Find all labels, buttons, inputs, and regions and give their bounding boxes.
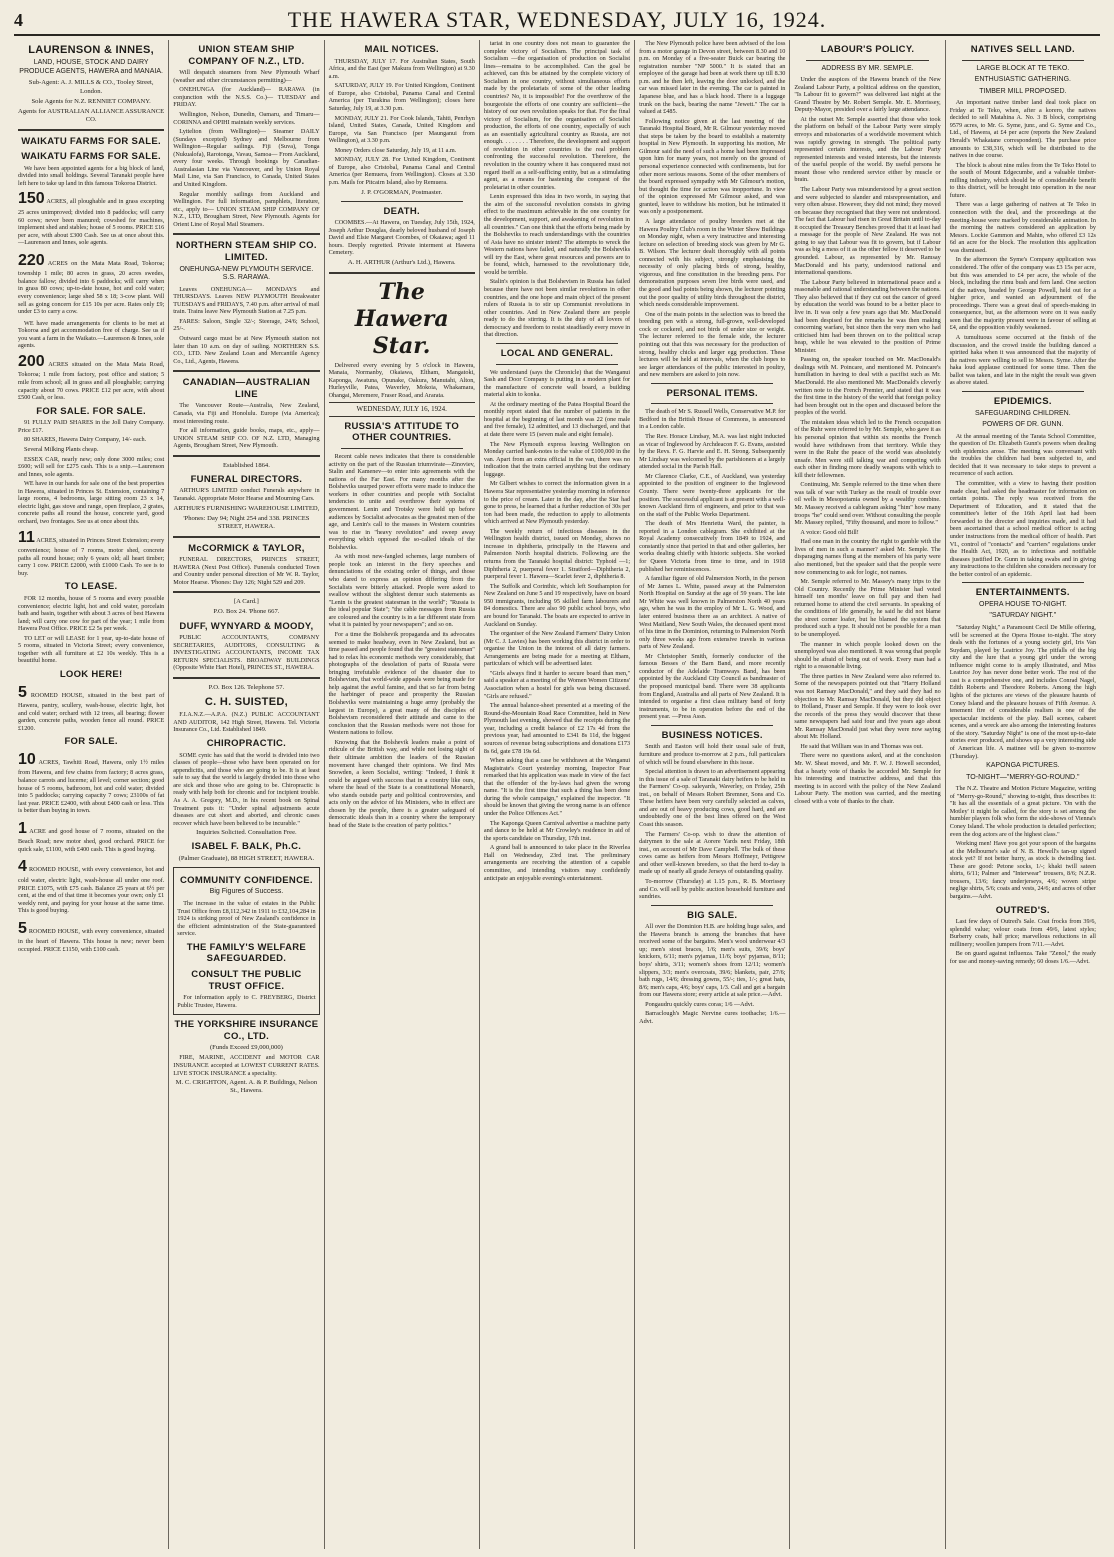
column-5 [635, 40, 790, 1549]
entertainments-1: "Saturday Night," a Paramount Cecil De Mille offering, will be screened at the Opera House to-night. The story deals with the fortunes of a young society girl, Iris Van Suydam, played by Leatrice Joy. The pitfalls of the big city and the lure that a young girl under the wrong influence might come to is amply illustrated, and Miss Leatrice Joy has never done better work. The rest of the cast is a comprehensive one, and includes Conrad Nagel, Edith Roberts and Theodore Roberts. Among the high lights of the pictures are views of the pleasure haunts of Coney Island and the pleasure houses of Fifth Avenue. A tenement fire of considerable realism is one of the spectacular incidents of the play. Ball scenes, cabaret scenes, and a wreck are also among the interesting features of the story. "Saturday Night" is one of the most up-to-date stories ever produced, and shows up a very interesting side of American life. A matinee will be given to-morrow (Thursday). [949, 623, 1096, 760]
c5-1: The New Plymouth police have been advised of the loss from a motor garage in Devon street, between 8.30 and 10 p.m. on Monday of a five-seater Buick car bearing the registration number "NP 5000." It is stated that an employee of the garage had been at work there up till 8.30 p.m. and he then left, leaving the door unlocked, and the car was missed later in the evening. The car is painted in Japanese blue, and has a black hood. There is a luggage trunk on the back, bearing the name "Jewett." The car is valued at £485. [639, 40, 786, 116]
natives-2: The block is about nine miles from the Te Teko Hotel to the south of Mount Edgecumbe, and a valuable timber-milling industry, which should be of considerable benefit to this district, will be brought into operation in the near future. [949, 161, 1096, 199]
listing-11 [18, 528, 164, 578]
labour-12: The three parties in New Zealand were also referred to. Some of the newspapers pointed out that "Harry Holland was not Ramsay MacDonald," and they said they had no objection to Mr. Ramsay MacDonald, but they did object to Holland, Fraser and Semple. If they were to look over the records of the press they would discover that these same newspapers had said four and five years ago about Mr. Ramsay MacDonald just what they were now saying about Mr. Holland. [794, 672, 941, 741]
welfare-head: THE FAMILY'S WELFARE SAFEGUARDED. [186, 941, 307, 965]
personal-3: Mr Clarence Clarke, C.E., of Auckland, was yesterday appointed to the position of engineer to the Inglewood County. There were twenty-three applicants for the position. The successful applicant is at present with a well-known Auckland firm of engineers, and prior to that was on the staff of the Public Works Department. [639, 472, 786, 518]
funeral-head: FUNERAL DIRECTORS. [190, 473, 303, 485]
epidemics-sub1: SAFEGUARDING CHILDREN. [974, 409, 1071, 417]
listing-4room [18, 857, 164, 914]
listing-200 [18, 352, 164, 402]
yorkshire-2: FIRE, MARINE, ACCIDENT and MOTOR CAR INSURANCE accepted at LOWEST CURRENT RATES. LIVE STOCK INSURANCE a speciality. [173, 1054, 320, 1077]
funeral-2: ARTHUR'S FURNISHING WAREHOUSE LIMITED, [173, 504, 320, 512]
personal-1: The death of Mr S. Russell Wells, Conservative M.P. for Bedford in the British House of Commons, is announced in a London cable. [639, 408, 786, 431]
listing-220-num: 220 [18, 251, 45, 269]
business-2: Special attention is drawn to an advertisement appearing in this issue of a sale of Taranaki dairy heifers to be held in the Farmers' Co-op. saleyards, Waverley, on Friday, 25th inst., on behalf of Messrs Robert Bremner, Sons and Co. These heifers have been very carefully selected as calves, and are out of heavy producing cows, good hard, and are undoubtedly one of the best lines offered on the West Coast this season. [639, 768, 786, 829]
listing-5room2-num: 5 [18, 919, 27, 937]
listing-220-text: ACRES on the Mata Mata Road, Tokoroa; township 1 mile; 80 acres in grass, 20 acres swedes, balance fallow; divided into 6 paddocks; will carry when in grass 80 cows; up-to-date house, hot and cold water; every convenience; large shed 58 x 18; 3-cow plant. Will sell as going concern for £15 10s per acre. Rates only £9; under £3 to carry a cow. [18, 259, 165, 316]
mail-3: MONDAY, JULY 21. For Cook Islands, Tahiti, Penrhyn Island, United States, Canada, United Kingdom and Europe, via San Francisco (per Maunganui from Wellington), at 3.30 p.m. [328, 114, 475, 145]
funeral-1: ARTHUR'S LIMITED conduct Funerals anywhere in Taranaki. Appropriate Motor Hearse and Mourning Cars. [173, 487, 320, 502]
local-5: The weekly return of infectious diseases in the Wellington health district, issued on Monday, shows no increase in diphtheria, principally in the Hawera and Palmerston North hospital districts. Following are the returns from the Taranaki hospital district: Typhoid —1; Diphtheria 2, puerperal fever 1. Stratford—Diphtheria 2, puerperal fever 1. Hawera—Scarlet fever 2, diphtheria 8. [483, 527, 631, 581]
column-1 [14, 40, 169, 1549]
bigsale-2: Pongaudru quickly cures coras; 1/6 —Advt. [645, 1000, 755, 1008]
balk-1: (Palmer Graduate), 88 HIGH STREET, HAWERA. [178, 854, 315, 862]
listing-150 [18, 189, 164, 246]
cal-2: For all information, guide books, maps, etc., apply— UNION STEAM SHIP CO. OF N.Z. LTD, Managing Agents, Brougham Street, New Plymouth. [173, 427, 320, 450]
uss-head: UNION STEAM SHIP COMPANY OF N.Z., LTD. [188, 44, 305, 67]
bigsale-1: All over the Dominion H.B. are holding huge sales, and the Hawera branch is among the branches that have received some of the bargains. Men's wool underwear 4/3 up; men's stout braces, 1/6; men's suits, 39/6; boys' knickers, 6/11; men's pyjamas, 11/6; boys' pyjamas, 8/11; boys' shirts, 3/11; women's shoes from 12/11; women's slippers, 3/3; men's overcoats, 39/6; blankets, pair, 27/6; bath rugs, 14/6; dressing gowns, 55/-; ties, 1/-; great hats, 8/6; men's caps, 4/6; boys' caps, 1/3. Call and get a bargain from our Hawera store; every article at sale price.—Advt. [639, 923, 786, 999]
forsale-5: WE have in our hands for sale one of the best properties in Hawera, situated in Princes St. Extension, containing 7 large rooms, 4 bedrooms, large sitting room 23 x 14, electric light, gas stove and range, open fireplace, 2 grates, concrete paths all round the house, concrete yard, good orchard, two frontages. See us at once about this. [18, 480, 165, 526]
entertainments-head: ENTERTAINMENTS. [975, 587, 1070, 599]
personal-6: Mr Christopher Smith, formerly conductor of the famous Besses o' the Barn Band, and more recently conductor of the Adelaide Tramways Band, has been appointed by the Auckland City Council as bandmaster of the proposed municipal band. There were 38 applicants from England, Australia and all parts of New Zealand. It is intended to organise a first class military band of forty instruments, to be in operation before the end of the present year. —Press Assn. [639, 652, 786, 721]
labour-8: A voice: Good old Bill! [800, 528, 859, 536]
divider [173, 677, 319, 679]
entertainments-sub2: "SATURDAY NIGHT." [989, 612, 1057, 620]
tolease-2: TO LET or will LEASE for 1 year, up-to-date house of 5 rooms, situated in Victoria Street; every convenience, together with all furniture at £2 10s weekly. This is a beautiful home. [18, 634, 165, 665]
natives-sub3: TIMBER MILL PROPOSED. [979, 87, 1067, 95]
column-6 [790, 40, 945, 1549]
consult-head: CONSULT THE PUBLIC TRUST OFFICE. [191, 968, 302, 992]
column-2 [169, 40, 324, 1549]
mail-5: MONDAY, JULY 28. For United Kingdom, Continent of Europe, also Cristobal, Panama Canal and Central America (per Remuera, from Wellington). Closes at 3.30 p.m. Mails for Pitcairn Island, also by Remuera. [328, 156, 475, 187]
divider [496, 364, 618, 365]
natives-4: In the afternoon the Syme's Company application was considered. The offer of the company was £3 15s per acre, but this was amended to £4 per acre, the whole of the block, including the rimu bush and fern land. One section of the natives, headed by George Powell, held out for a higher price, and wanted an adjournment of the proceedings. There was a great deal of speech-making in consequence, but, as the afternoon wore on it was easily seen that the majority present were in favour of selling at £4, and the opposition visibly weakened. [949, 256, 1096, 332]
sole-agents: Sole Agents for N.Z. RENNIET COMPANY. [31, 97, 151, 105]
local-2: At the ordinary meeting of the Patea Hospital Board the monthly report stated that the number of patients in the hospital at the beginning of last month was 22 (one male and five female), 12 admitted, and 13 discharged, and that at date there were 15 (seven male and eight female). [483, 400, 631, 439]
c5-3: A large attendance of poultry breeders met at the Hawera Poultry Club's room in the Winter Show Buildings on Monday night, when a very instructive and interesting lecture on selection of breeding stock was given by Mr G. B. Wilson. The lecturer dealt thoroughly with all points connected with his subject, strongly emphasising the necessity of only placing birds of strong, healthy, vigorous, and fine constitution in the breeding pens. For demonstration purposes seven live birds were used, and the good and bad points being shown, the lecturer pointing out the poor quality of utility birds throughout the district, which needs considerable improvement. [639, 217, 786, 309]
firm-name: LAURENSON & INNES, [28, 44, 155, 56]
divider [341, 448, 463, 449]
uss-2: Wellington, Nelson, Dunedin, Oamaru, and Timaru— CORINNA and OPIHI maintain weekly services. [173, 110, 320, 126]
local-11: The Kaponga Queen Carnival advertise a machine party and dance to be held at Mr Crowley's residence in aid of the sports candidate on Thursday, 17th inst. [483, 819, 631, 842]
local-9: The annual balance-sheet presented at a meeting of the Round-the-Mountain Road Race Committee, held in New Plymouth last evening, showed that the receipts during the year, including a credit balance of £2 17s 4d from the previous year, had amounted to £341 8s 11d, the biggest sources of revenue being subscriptions and donations £173 8s 6d, gate £78 19s 6d. [483, 702, 631, 755]
c4-3: Stalin's opinion is that Bolshevism in Russia has failed because there have not been similar revolutions in other countries, and the one hope and main object of the present rulers of Russia is to stir up Communist revolutions in other countries. And in New Zealand there are people ready to do the stirring. It is the duty of all lovers of democracy and freedom to resist steadfastly every move in that direction. [483, 278, 631, 339]
labour-10: Mr. Semple referred to Mr. Massey's many trips to the Old Country. Recently the Prime Minister had voted himself ten months' leave on full pay and then had returned home to attend the civil servants. In speaking of the conditions of life generally, he said he did not blame the street corner loafer, but he blamed the system that produced such a type. It should not be possible for a man to be unemployed. [794, 578, 941, 639]
c4-2: Lenin expressed this idea in two words, in saying that the aim of the successful revolution consists in giving effect to the maximum achievable in the one country for the development, support, and awakening of revolution in all countries." Can one think that the efforts being made by the Bolsheviks to reach understandings with the countries of Asia have no sinister intent? The attempts to wreck the Western nations have failed, and naturally the Bolsheviks will try the East, where great resources and powers are to be found, which, harnessed to the revolutionary tide, would be terrible. [483, 193, 631, 276]
divider [806, 60, 928, 61]
russia-4: Knowing that the Bolshevik leaders make a point of ridicule of the British way, and while not losing sight of their ultimate ambition the leaders of the Russian movement have changed their opinions. We find Mrs Snowden, a keen Socialist, writing: "Indeed, I think it could be argued with success that in a country like ours, where the head of the State is a constitutional Monarch, who stands outside party and political controversies, and acts only on the advice of his Ministers, who in effect are chosen by the people, there is a greater safeguard of democratic ideals than in a country where the temporary head of the State is the creation of party politics." [328, 738, 475, 830]
chiro-1: SOME cynic has said that the world is divided into two classes of people—those who have been operated on for appendicitis, and those who are going to be. It is at least safe to say that the world is largely divided into those who are sick and those who are going to be. Chiropractic is ready with help both for chronic and for incipient trouble. As A. A. Gregory, M.D., in his recent book on Spinal Treatment puts it: "Under spinal adjustments acute diseases are cut short and aborted, and chronic cases recover which have been believed to be incurable." [173, 751, 320, 827]
labour-9: Had one man in the country the right to gamble with the lives of men in such a manner? asked Mr. Semple. The disparaging names flung at the members of his party were also mentioned, but the speaker said that the people were now commencing to ask for logic, not names. [794, 538, 941, 576]
forsale2-head: FOR SALE. [64, 736, 118, 748]
epidemics-head: EPIDEMICS. [993, 395, 1052, 407]
kaponga-head: KAPONGA PICTURES. [986, 762, 1060, 770]
hawera-star-logo: The Hawera Star. [354, 279, 449, 359]
nss-1: Leaves ONEHUNGA— MONDAYS and THURSDAYS. Leaves NEW PLYMOUTH Breakwater TUESDAYS and FRIDAYS, 7.40 p.m. after arrival of mail train. Trains leave New Plymouth Station at 7.25 p.m. [173, 285, 320, 316]
waikatu-head-2: WAIKATU FARMS FOR SALE. [21, 151, 161, 163]
epidemics-1: At the annual meeting of the Tarata School Committee, the question of Dr. Elizabeth Gunn's powers when dealing with epidemics arose. The meeting was conversant with the troubles the children had been subjected to, and decided that it was necessary to take steps to prevent a recurrence of such action. [949, 432, 1096, 478]
nss-head: NORTHERN STEAM SHIP CO. LIMITED. [176, 240, 317, 263]
mail-head: MAIL NOTICES. [364, 44, 439, 55]
duff-head: DUFF, WYNYARD & MOODY, [179, 620, 314, 632]
natives-5: A tumultuous scene occurred at the finish of the discussion, and the crowd inside the building danced a spirited haka when it was announced that the majority of the natives were willing to sell to Messrs. Syme. After the haka loud applause continued for some time. Then the ballot was taken, and late in the night the result was given as above stated. [949, 334, 1096, 387]
tokoroa-text: WE have made arrangements for clients to be met at Tokoroa and get accommodation free of charge. See us if you want a farm in the Waikato.—Laurenson & Innes, sole agents. [18, 319, 165, 350]
local-4: Mr Gilbert wishes to correct the information given in a Hawera Star representative yesterday morning in reference to the price of cream. Later in the day, after the Star had gone to press, he learned that a further reduction of 30s per ton had been made, the reduction to apply to allotments which arrived at New Plymouth yesterday. [483, 480, 631, 526]
nss-2: FARES: Saloon, Single 32/-; Steerage, 24/6; School, 25/-. [173, 317, 320, 333]
labour-2: At the outset Mr. Semple asserted that those who took the platform on behalf of the Labour Party were simply envoys and missionaries of a worldwide movement which was rapidly growing in strength. The political party represented certain interests, and the Labour Party represented interests and vested interests, but the interests of the useful people of the world. By useful persons he meant those who rendered service either by muscle or brain. [794, 115, 941, 184]
natives-sub1: LARGE BLOCK AT TE TEKO. [976, 64, 1070, 72]
yorkshire-3: M. C. CRIGHTON, Agent. A. & P. Buildings, Nelson St., Hawera. [175, 1079, 318, 1095]
uss-sub: Will despatch steamers from New Plymouth Wharf (weather and other circumstances permitting)— [173, 69, 320, 84]
russia-head: RUSSIA'S ATTITUDE TO OTHER COUNTRIES. [344, 420, 460, 444]
suisted-head: C. H. SUISTED, [204, 695, 288, 708]
local-10: When asking that a case be withdrawn at the Wanganui Magistrate's Court yesterday morning, Inspector Fear remarked that his application was made in view of the fact that the offender of the by-laws had given the wrong name. "It is the first time that such a thing has been done during the whole campaign," explained the inspector. "It should be known that giving the wrong name is an offence under the Police Offences Act." [483, 757, 631, 818]
divider [341, 201, 463, 202]
divider [962, 60, 1084, 61]
divider [962, 391, 1084, 392]
business-head: BUSINESS NOTICES. [661, 729, 763, 741]
labour-sub: ADDRESS BY MR. SEMPLE. [821, 64, 914, 72]
bigsale-head: BIG SALE. [687, 909, 738, 921]
local-3: The New Plymouth express leaving Wellington on Monday carried bank-notes to the value of £100,000 in the van. Apart from an extra official in the van, there was no indication that the train carried anything but the ordinary luggage. [483, 440, 631, 478]
mail-signature: J. P. O'GORMAN, Postmaster. [361, 188, 443, 196]
listing-10-num: 10 [18, 750, 36, 768]
natives-1: An important native timber land deal took place on Friday at Te Teko, when, after a korero, the natives decided to sell Matahina A. No. 3 B block, comprising 9579 acres, to Mr. G. Syme, junr., and G. Syme and Co., Ltd., of Hawera, at £4 per acre (reports the New Zealand Herald's Whakatane correspondent). The purchase price amounts to £38,316, which will be distributed to the natives in due course. [949, 99, 1096, 160]
nss-sub: ONEHUNGA-NEW PLYMOUTH SERVICE. S.S. RARAWA. [179, 265, 314, 282]
bigsale-3: Barraclough's Magic Nervine cures toothache; 1/6.—Advt. [639, 1010, 786, 1025]
local-7: The organiser of the New Zealand Farmers' Dairy Union (Mr C. J. Lavies) has been working this district in order to organise the Union in the interest of all dairy farmers. Arrangements are being made for a meeting at Eltham, particulars of which will be advertised later. [483, 630, 631, 668]
page-number: 4 [14, 9, 23, 30]
listing-11-num: 11 [18, 528, 35, 546]
divider [651, 383, 773, 384]
labour-14: There were no questions asked, and at the conclusion Mr. W. Sheat moved, and Mr. F. W. J. Howell seconded, that a hearty vote of thanks be accorded Mr. Semple for his interesting and instructive address, and that this meeting is in accord with the policy of the New Zealand Labour Party. The motion was carried, and the meeting closed with a vote of thanks to the chair. [794, 752, 941, 805]
listing-5room2-text: ROOMED HOUSE, with every convenience, situated in the heart of Hawera. This house is new; never been occupied. PRICE £1150, with £100 cash. [18, 927, 165, 953]
confidence-sub: Big Figures of Success. [209, 888, 284, 896]
duff-box: P.O. Box 24. 'Phone 667. [213, 608, 280, 616]
yorkshire-head: THE YORKSHIRE INSURANCE CO., LTD. [174, 1019, 319, 1042]
consult-1: For information apply to C. FREYBERG, District Public Trustee, Hawera. [177, 994, 316, 1009]
lookhere-head: LOOK HERE! [59, 669, 123, 680]
listing-5room-text: ROOMED HOUSE, situated in the best part of Hawera, pantry, scullery, wash-house, electric light, hot and cold water; orchard with 12 trees, all bearing; flower garden, concrete paths, wooden fence all round. PRICE £1200. [18, 691, 165, 732]
c4-1: tariat in one country does not mean to guarantee the complete victory of Socialism. The principal task of Socialism —the organisation of production on Socialist lines—remains to be accomplished. Can the goal be achieved, can this be attained by the complete victory of Socialism in one country, without simultaneous efforts made by the proletariats of some of the other leading countries? No, it is impossible! For the overthrow of the bourgeoisie the efforts of one country are sufficient—the history of our own revolution speaks for that. For the final victory of Socialism, for the organisation of Socialist production, the efforts of one country, especially of such as an essentially agricultural country as Russia, are not enough. . . . . . . . Therefore, the development and support of revolution in other countries is the real problem confronting the successful revolution. Therefore, the revolution in the country where it has conquered must not regard itself as a self-sufficing entity, but as a stimulating agent, as a means for hastening the conquest of the proletariat in other countries. [483, 40, 631, 191]
outred-2: Be on guard against influenza. Take "Zenol," the ready for use and money-saving remedy; 60 doses 1/6.—Advt. [949, 950, 1096, 965]
column-4 [480, 40, 635, 1549]
duff-1: PUBLIC ACCOUNTANTS, COMPANY SECRETARIES, AUDITORS, CONSULTING & INVESTIGATING ACCOUNTANTS, INCOME TAX RETURN SPECIALISTS. BROADWAY BUILDINGS (Opposite White Hart Hotel), PRINCES ST., HAWERA. [173, 634, 320, 672]
suisted-1: F.I.A.N.Z.—A.P.A. (N.Z.) PUBLIC ACCOUNTANT AND AUDITOR, 142 High Street, Hawera. Tel. Victoria Insurance Co., Ltd. Established 1849. [173, 711, 320, 734]
funeral-3: 'Phones: Day 94; Night 254 and 338. PRINCES STREET, HAWERA. [183, 514, 310, 530]
epidemics-2: The committee, with a view to having their position made clear, had asked the headmaster for information on certain points. The reply was received from the Department of Education, and it stated that the committee's letter of the 16th April last had been forwarded to the director and inquiries made, and it had been ascertained that a school medical officer is acting under instructions from the medical officer of health. Part VI., control of "contacts" and "carriers" regulations under the Health Act, 1920, as to infectious and notifiable diseases justified Dr. Gunn in taking swabs and in giving any instructions to the children she considers necessary for the better control of an epidemic. [949, 480, 1096, 578]
business-3: The Farmers' Co-op. wish to draw the attention of dairymen to the sale at Aorere Yards next Friday, 18th inst., on account of Mr Dave Campbell. The bulk of these cows came as heifers from Messrs Hoffmeyr, Pettigrew and other well-known breeders, so that the herd to-day is made up of nearly all grade Jerseys of outstanding quality. [639, 830, 786, 876]
work-1: Working men! Have you got your spoon of the bargains at the Melbourne's sale of N. B. Hewell's tan-up signed stock yet? If not better hurry, as stock is dwindling fast. These are good: Petone socks, 1/-; khaki twill sateen shirts, 6/11; Palmer and "Interwear" trousers, 8/6; N.Z.R. trousers, 13/6; fancy underjerseys, 4/6; woven stripe neglige shirts, 5/6; coats and vests, 24/6; and acres of other bargains.—Advt. [949, 840, 1096, 901]
mccormick-head: McCORMICK & TAYLOR, [188, 542, 305, 554]
outred-head: OUTRED'S. [995, 904, 1050, 916]
established: Established 1864. [222, 461, 270, 469]
russia-3: For a time the Bolshevik propaganda and its advocates seemed to make headway, even in New Zealand, but as time passed and people found that the "greatest statesman" had to relax his economic methods very considerably, that photographs of the desolation of parts of Russia were bringing irrefutable evidence of the disaster due to Bolshevism, that world-wide appeals were being made for help against the awful famine, and that so far from being the harbinger of peace and prosperity the Russian Bolsheviks were maintaining a huge army (probably the largest in Europe), a great many of the disciples of Bolshevism reconsidered their attitude and came to the conclusion that the Russian methods were not those for Western nations to follow. [328, 630, 475, 737]
listing-200-text: ACRES situated on the Mata Mata Road, Tokoroa; 1 mile from factory, post office and station; 5 mile from school; all in grass and all ploughable; carrying capacity about 70 cows. PRICE £12 per acre, with about £500 Cash, or less. [18, 360, 165, 402]
personal-5: A familiar figure of old Palmerston North, in the person of Mr James L. White, passed away at the Palmerston North Hospital on Sunday at the age of 59 years. The late Mr White was well known in Palmerston North 40 years ago, when he was in the employ of Mr L. G. Wood, and later entered business there as an architect. A native of West Maitland, New South Wales, the deceased spent most of his time in the Dominion, returning to Palmerston North only three weeks ago from extensive travels in various parts of New Zealand. [639, 575, 786, 651]
personal-4: The death of Mrs Henrietta Ward, the painter, is reported in a London cablegram. She exhibited at the Royal Academy consecutively from 1849 to 1924, and constantly since that period in that and other galleries, her works dealing chiefly with historic subjects. She worked for Queen Victoria from time to time, and in 1918 published her reminiscences. [639, 520, 786, 573]
listing-150-text: ACRES, all ploughable and in grass excepting 25 acres unimproved; divided into 8 paddocks; will carry 60 cows; never been manured; cowshed for machines, implement shed and stables; house of 5 rooms. PRICE £16 per acre, with about £300 Cash. See us at once about this.—Laurenson and Innes, sole agents. [18, 198, 165, 247]
uss-4: Regular monthly sailings from Auckland and Wellington. For full information, pamphlets, literature, etc., apply to— UNION STEAM SHIP COMPANY OF N.Z., LTD, Brougham Street, New Plymouth. Agents for Orient Line of Royal Mail Steamers. [173, 190, 320, 228]
labour-4: The Labour Party believed in international peace and a reasonable and rational understanding between the nations. They also believed that if they cut out the cancer of greed by education the world was bound to be a better place to live in. It was only a few years ago that Mr. MacDonald had been despised for the remarks he was then making concerning warfare, but since then the very men who had criticised him had been thrown on to the political scrap heap, while he was elevated to the position of Prime Minister. [794, 278, 941, 354]
divider [173, 536, 319, 538]
labour-7: Continuing, Mr. Semple referred to the time when there was talk of war with Turkey as the result of trouble over oil wells in Mesopotamia owned by a wealthy combine. Mr. Massey received a cablegram asking "him" how many troops "he" could send over. Without consulting the people Mr. Massey replied, "Fifty thousand, and more to follow." [794, 481, 941, 527]
public-trust-ad [173, 867, 319, 1015]
listing-5room-num: 5 [18, 683, 27, 701]
outred-1: Last few days of Outred's Sale. Coat frocks from 39/6, splendid value; velour coats from 49/6, latest styles; Burberry coats, half price; marvellous reductions in all millinery; woollen jumpers from 7/11.—Advt. [949, 918, 1096, 948]
balk-head: ISABEL F. BALK, Ph.C. [191, 841, 302, 853]
russia-1: Recent cable news indicates that there is considerable activity on the part of the Russian triumvirate—Zinoviev, Stalin and Kamenev—to enter into agreements with the nations of the Far East. For many months after the Bolsheviks usurped power efforts were made to induce the workers in other countries and people with Socialist tendencies to unite and overthrow their systems of government. Lenin and Trotsky were held up before audiences by Socialist advocates as the greatest men of the age, and Lenin's call to the masses in Western countries was to rise in "heavy revolution" and sweep away everything which opposed the so-called ideals of the Bolsheviks. [328, 453, 475, 551]
sub-agent: Sub-Agent: A. J. MILLS & CO., Tooley Street, London. [28, 79, 154, 95]
column-7 [946, 40, 1100, 1549]
listing-10 [18, 750, 164, 815]
cal-head: CANADIAN—AUSTRALIAN LINE [182, 377, 311, 400]
natives-sub2: ENTHUSIASTIC GATHERING. [974, 76, 1071, 84]
local-8: "Girls always find it harder to secure board than men," said a speaker at a meeting of the Women Women Citizens' Association when a hostel for girls was being discussed. "Girls are refused." [483, 669, 631, 700]
divider [651, 905, 773, 906]
tolease-1: FOR 12 months, house of 5 rooms and every possible convenience; electric light, hot and cold water, porcelain bath and basin, together with about 3 acres of best Hawera land; will carry one cow for part of the year; 1 mile from Hawera Post Office. PRICE £2 5s per week. [18, 594, 165, 633]
logo-sub: Delivered every evening by 5 o'clock in Hawera, Manaia, Normanby, Okaiawa, Eltham, Mangatoki, Kaponga, Awatuna, Opunake, Oakura, Manutahi, Alton, Hurleyville, Patea, Waverley, Mokoia, Whakamara, Ohangai, Meremere, Fraser Road, and Ararata. [328, 361, 475, 399]
mail-1: THURSDAY, JULY 17. For Australian States, South Africa, and the East (per Makura from Wellington) at 9.30 a.m. [328, 57, 475, 80]
uss-1: ONEHUNGA (for Auckland)— RARAWA (in conjunction with the N.S.S. Co.)— TUESDAY and FRIDAY. [173, 86, 320, 109]
divider [18, 129, 164, 131]
mccormick-1: FUNERAL DIRECTORS, PRINCES STREET, HAWERA (Next Post Office). Funerals conducted Town and Country under personal direction of Mr W. R. Taylor, Motor Hearse. 'Phones: Day 126; Night 529 and 209. [173, 556, 320, 586]
divider [173, 370, 319, 372]
newspaper-title: THE HAWERA STAR, WEDNESDAY, JULY 16, 1924. [287, 7, 827, 32]
labour-11: The manner in which people looked down on the unemployed was also mentioned. It was wrong that people should be afraid of being out of work. Every man had a right to a reasonable living. [794, 640, 941, 671]
mail-2: SATURDAY, JULY 19. For United Kingdom, Continent of Europe, also Cristobal, Panama Canal and Central America (per Turakina from Wellington); closes here Saturday, July 19, at 3.30 p.m. [328, 82, 475, 112]
waikatu-text: We have been appointed agents for a big block of land, divided into small holdings. Several Taranaki people have left here to take up land in this famous Tokoroa District. [18, 164, 165, 187]
c5-4: One of the main points in the selection was to breed the breeding pen with a strong, full-grown, well-developed cock or cockerel, and not birds of under size or weight. The lecturer referred to the female side, the lecturer pointing out that this was necessary for the production of strong, healthy chicks and larger egg production. These lectures will be held at intervals, when the club hopes to see larger attendances of the public interested in poultry, and new members are asked to join now. [639, 310, 786, 379]
local-6: The Suffolk and Corinthic, which left Southampton for New Zealand on June 5 and 19 respectively, have on board 950 immigrants, including 95 skilled farm labourers and 84 domestics. There are also 90 public school boys, who are bound for Taranaki. The boats are expected to arrive in Auckland on Sunday. [483, 582, 631, 628]
listing-1acre [18, 819, 164, 854]
divider [173, 591, 319, 593]
business-1: Smith and Easton will hold their usual sale of fruit, furniture and produce to-morrow at 2 p.m., full particulars of which will be found elsewhere in this issue. [639, 743, 786, 766]
labour-head: LABOUR'S POLICY. [820, 44, 915, 55]
death-signature: A. H. ARTHUR (Arthur's Ltd.), Hawera. [347, 259, 456, 266]
listing-150-num: 150 [18, 190, 45, 208]
death-head: DEATH. [383, 205, 420, 217]
labour-6: The mistaken ideas which led to the French occupation of the Ruhr were referred to by Mr. Semple, who gave it as his personal opinion that within six months the French would have withdrawn from that territory. While they were in the Ruhr the peace of the world was absolutely unsafe. Men were still talking war and competing with each other in finding more deadly weapons with which to kill their fellowmen. [794, 418, 941, 479]
natives-head: NATIVES SELL LAND. [970, 44, 1075, 55]
listing-4room-num: 4 [18, 858, 27, 876]
forsale-head: FOR SALE. FOR SALE. [36, 405, 146, 417]
entertainments-sub1: OPERA HOUSE TO-NIGHT. [979, 600, 1067, 608]
death-1: COOMBES.—At Hawera, on Tuesday, July 15th, 1924, Joseph Arthur Douglas, dearly beloved husband of Joseph David and Elsie Margaret Coombes, of Okaiawa; aged 11 hours. Deeply regretted. Private interment at Hawera Cemetery. [328, 219, 475, 257]
labour-3: The Labour Party was misunderstood by a great section and were subjected to slander and misrepresentation, and very often abuse. However, they did not mind; they moved on because they recognised that they were not understood. The fact that Labour had risen in Great Britain until to-day it occupied the Treasury Benches proved that it at least had a message for the people of New Zealand. He was not going to say that Labour was fit to govern, but if Labour was as big a mess of it as the other fellow it deserved to be grounded. Labour, as represented by Mr. Ramsay MacDonald and his party, understood national and international questions. [794, 185, 941, 277]
forsale-1: 91 FULLY PAID SHARES in the Joll Dairy Company. Price £17. [18, 419, 165, 434]
labour-1: Under the auspices of the Hawera branch of the New Zealand Labour Party, a political address on the question, "Is Labour fit to govern?" was delivered last night at the Grand Theatre by Mr. Robert Semple. Mr. E. Morrissey, Deputy-Mayor, presided over a fairly large attendance. [794, 76, 941, 114]
divider [496, 343, 618, 344]
divider [173, 455, 319, 457]
divider [329, 272, 475, 274]
local-1: We understand (says the Chronicle) that the Wanganui Sash and Door Company is putting in a modern plant for the manufacture of concrete wall board, a building material akin to konka. [483, 368, 631, 399]
listing-5room2 [18, 919, 164, 954]
labour-13: He said that William was in and Thomas was out. [800, 742, 923, 750]
personal-2: The Rev. Horace Lindsay, M.A. was last night inducted as vicar of Inglewood by Archdeacon F. G. Evans, assisted by the Revs. F. G. Harvie and E. H. Strong. Subsequently Mr Lindsay was welcomed by the parishioners at a largely attended social in the Parish Hall. [639, 433, 786, 471]
c5-2: Following notice given at the last meeting of the Taranaki Hospital Board, Mr R. Gilmour yesterday moved that steps be taken by the board to establish a maternity hospital in New Plymouth. In supporting his motion, Mr Gilmour said the need of such a home had been impressed upon him for many years, not merely on the ground of personal experience connected with confinements, but for other more serious reasons. Some of the other members of the board expressed sympathy with Mr Gilmour's motion, but thought the time for action was inopportune. In view of the opinion expressed Mr Gilmour asked, and was granted, leave to withdraw his motion, but he intimated it was only a postponement. [639, 117, 786, 216]
natives-3: There was a large gathering of natives at Te Teko in connection with the deal, and the proceedings at the meeting-house were marked by considerable animation. In the morning the natives considered an application by Messrs. Lockie Gammon and Mahin, who offered £3 12s 6d an acre for the block. The resolution this application was dismissed. [949, 201, 1096, 254]
listing-200-num: 200 [18, 352, 45, 370]
column-3 [325, 40, 480, 1549]
waikatu-head-1: WAIKATU FARMS FOR SALE. [21, 135, 161, 147]
yorkshire-1: (Funds Exceed £9,000,000) [209, 1044, 283, 1052]
listing-1acre-text: ACRE and good house of 7 rooms, situated on the Beach Road; new motor shed, good orchard. PRICE for quick sale, £1100, with £400 cash. This is good buying. [18, 827, 165, 853]
divider [173, 233, 319, 235]
listing-10-text: ACRES, Tawhiti Road, Hawera, only 1½ miles from Hawera, and few chains from factory; 8 acres grass, balance carrots and lucerne; all level; corner section; good house of 5 rooms, bathroom, hot and cold water; divided into 5 paddocks; carrying capacity 7 cows; 23100s of fat last year. PRICE £2400, with about £400 cash or less. This is better than buying in town. [18, 758, 165, 815]
card-label: [A Card.] [233, 598, 259, 606]
personal-head: PERSONAL ITEMS. [666, 387, 758, 399]
listing-11-text: ACRES, situated in Princes Street Extension; every convenience; house of 7 rooms, motor shed, concrete paths all round house; only 6 years old; all heart timber; carry 1 cow. PRICE £2000, with £1000 Cash. To see is to buy. [18, 536, 165, 577]
kaponga-1: The N.Z. Theatre and Motion Picture Magazine, writing of "Merry-go-Round," showing to-night, thus describes it: "It has all the essentials of a great picture. 'On with the Motley' it might be called, for the story is set among the humbler players folk who form the side-shows of Vienna's Coney Island. The whole production is detailed perfection; even the dog actors are of the highest class." [949, 785, 1096, 838]
divider [962, 582, 1084, 583]
suisted-box: P.O. Box 126. Telephone 57. [208, 683, 285, 691]
chiro-2: Inquiries Solicited. Consultation Free. [196, 829, 297, 837]
nss-3: Outward cargo must be at New Plymouth station not later than 10 a.m. on day of sailing. NORTHERN S.S. CO., LTD. New Zealand Loan and Mercantile Agency Co., Ltd., Agents, Hawera. [173, 335, 320, 365]
cal-1: The Vancouver Route—Australia, New Zealand, Canada, via Fiji and Honolulu. Europe (via America); most interesting route. [173, 402, 320, 425]
tolease-head: TO LEASE. [64, 581, 118, 593]
masthead [14, 6, 1100, 36]
local-head: LOCAL AND GENERAL. [500, 347, 614, 359]
listing-5room [18, 683, 164, 733]
mail-4: Money Orders close Saturday, July 19, at 11 a.m. [334, 146, 457, 154]
business-4: To-morrow (Thursday) at 1.15 p.m., R. B. Morrissey and Co. will sell by public auction household furniture and sundries. [639, 877, 786, 901]
local-12: A grand ball is announced to take place in the Riverlea Hall on Wednesday, 23rd inst. The preliminary arrangements are receiving the attention of a capable committee, and intending visitors may confidently anticipate an enjoyable evening's entertainment. [483, 844, 631, 882]
dateline: WEDNESDAY, JULY 16, 1924. [329, 402, 475, 417]
firm-sub: LAND, HOUSE, STOCK AND DAIRY PRODUCE AGENTS, HAWERA and MANAIA. [19, 59, 163, 75]
forsale-4: ESSEX CAR, nearly new; only done 3000 miles; cost £600; will sell for £275 cash. This is a snip.—Laurenson and Innes, sole agents. [18, 455, 165, 478]
epidemics-sub2: POWERS OF DR. GUNN. [982, 421, 1064, 429]
forsale-2: 80 SHARES, Hawera Dairy Company, 14/- each. [24, 436, 147, 444]
chiro-head: CHIROPRACTIC. [206, 738, 287, 750]
confidence-1: The increase in the value of estates in the Public Trust Office from £8,112,342 in 1911 to £32,104,284 in 1924 is striking proof of New Zealand's confidence in the efficient administration of the State-guaranteed service. [177, 899, 316, 938]
listing-1acre-num: 1 [18, 819, 27, 837]
listing-4room-text: ROOMED HOUSE, with every convenience, hot and cold water, electric light, wash-house all under one roof. PRICE £1075, with £75 cash. Balance 25 years at 6½ per cent, at the end of that time it becomes your own; only £1 weekly rent, and paying for your house at the same time. This is good buying. [18, 866, 165, 915]
divider [651, 403, 773, 404]
uss-3: Lyttelton (from Wellington)— Steamer DAILY (Sundays excepted) Sydney and Melbourne from Wellington—Regular sailings. Fiji (Suva), Tonga (Nukualofa), Rarotonga, Vavau, Samoa— From Auckland, every four weeks. Through bookings by Canadian-Australasian Line via Vancouver, and by Union Royal Mail Line, via San Francisco, to Canada, United States and United Kingdom. [173, 128, 320, 189]
kaponga-sub: TO-NIGHT—"MERRY-GO-ROUND." [966, 773, 1080, 781]
labour-5: Passing on, the speaker touched on Mr. MacDonald's dealings with M. Poincare, and mentioned M. Poincare's humiliation in having to deal with a pacifist such as Mr. MacDonald. He also mentioned Mr. MacDonald's cleverly written note to the French Premier, and stated that it was the first time in the history of the world that foreign policy had been brought out in the open and discussed before the peoples of the world. [794, 356, 941, 417]
confidence-head: COMMUNITY CONFIDENCE. [180, 874, 313, 886]
divider [651, 725, 773, 726]
forsale-3: Several Milking Plants cheap. [24, 445, 99, 453]
agents-aus: Agents for AUSTRALIAN ALLIANCE ASSURANCE CO. [18, 107, 165, 123]
columns [14, 40, 1100, 1549]
russia-2: As with most new-fangled schemes, large numbers of people took an interest in the fiery speeches and denunciations of the existing order of things, and those who dared to express an opinion differing from the Socialists were bitterly attacked. People were asked to swallow without the slightest demur such statements as "Lenin is the greatest statesman in the world"; "Russia is the ideal popular State"; "the cable messages from Russia are coloured and the country is in a far different state from what it is painted by your newspapers"; and so on. [328, 553, 475, 629]
listing-220 [18, 251, 164, 316]
